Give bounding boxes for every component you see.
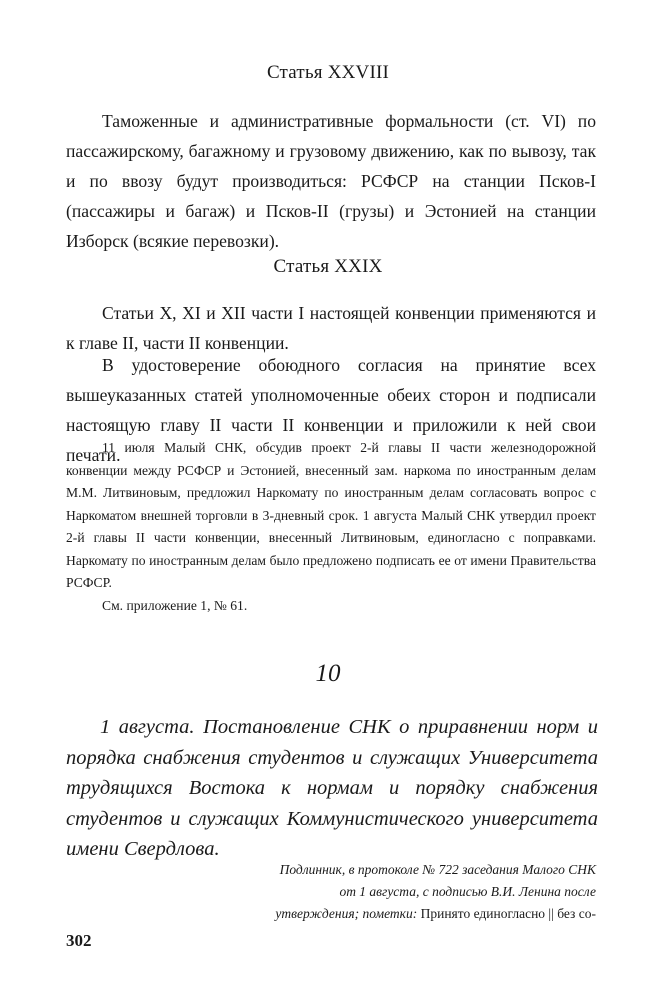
source-note-italic: Подлинник, в протоколе № 722 заседания Малого СНК от 1 августа, с подписью В.И. Ленина после утверждения; пометки: [275,862,596,921]
document-title: 1 августа. Постановление СНК о приравнении норм и порядка снабжения студентов и служащих Университета трудящихся Востока к нормам и порядку снабжения студентов и служащих Коммунистического университета имени Свердлова. [66,716,598,861]
page-number: 302 [66,931,92,950]
document-number: 10 [315,660,341,687]
article-29-paragraph-2: В удостоверение обоюдного согласия на принятие всех вышеуказанных статей уполномоченные обеих сторон и подписали настоящую главу II части II конвенции и приложили к ней свои печати. [66,355,596,465]
article-29-paragraph-1: Статьи X, XI и XII части I настоящей конвенции применяются и к главе II, части II конвенции. [66,303,596,353]
article-28-heading: Статья XXVIII [266,62,390,83]
article-28-paragraph: Таможенные и административные формальности (ст. VI) по пассажирскому, багажному и грузовому движению, как по вывозу, так и по ввозу будут производиться: РСФСР на станции Псков-I (пассажиры и багаж) и Псков-II (грузы) и Эстонией на станции Изборск (всякие перевозки). [66,111,596,251]
source-note-roman: Принято единогласно || без со- [420,906,596,921]
article-29-heading: Статья XXIX [273,256,383,277]
editorial-note: 11 июля Малый СНК, обсудив проект 2-й главы II части железнодорожной конвенции между РСФСР и Эстонией, внесенный зам. наркома по иностранным делам М.М. Литвиновым, предложил Наркомату по иностранным делам согласовать вопрос с Наркоматом внешней торговли в 3-дневный срок. 1 августа Малый СНК утвердил проект 2-й главы II части конвенции, внесенный Литвиновым, единогласно с поправками. Наркомату по иностранным делам было предложено подписать ее от имени Правительства РСФСР. [66,440,596,590]
source-note [262,859,596,925]
editorial-note-reference: См. приложение 1, № 61. [102,598,248,613]
